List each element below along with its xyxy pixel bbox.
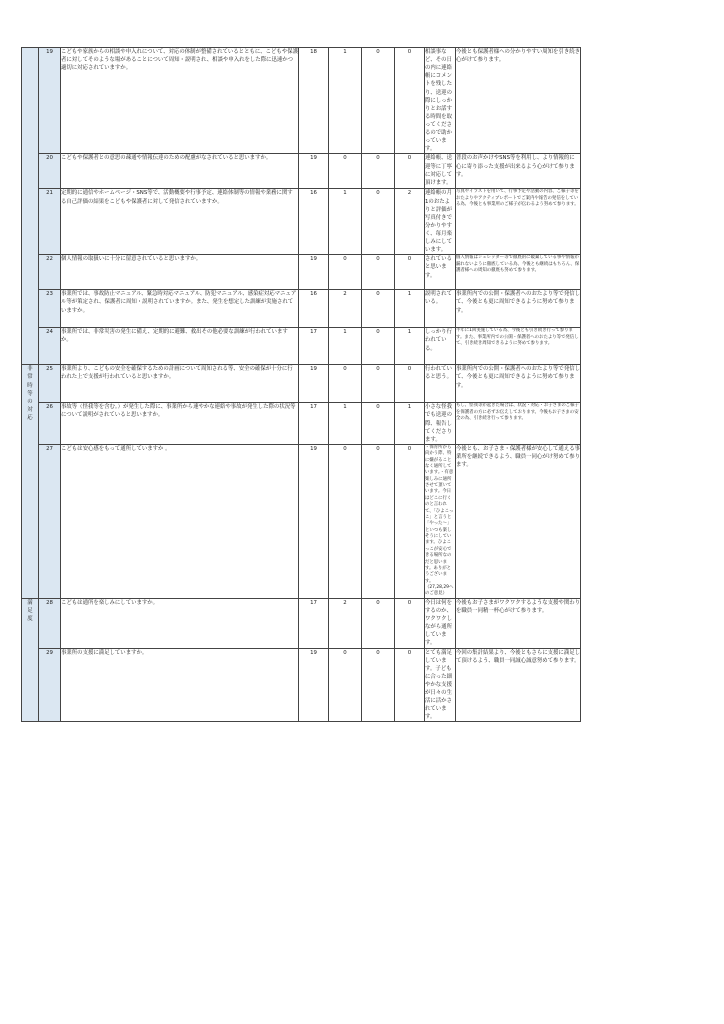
question-number: 29 [39, 648, 61, 722]
answer-count-a: 19 [299, 648, 329, 722]
evaluation-table [21, 47, 700, 722]
answer-count-c: 0 [362, 154, 395, 189]
facility-response: 写真やイラストを用いて、行事予定や活動の内容、ご様子等をおたよりやアクティブレポートでご案内や報告の発信をしている為、今後とも事業所のご様子が伝わるよう努めて参ります。 [456, 189, 581, 255]
table-row [22, 154, 700, 189]
facility-response: 今後とも、お子さま・保護者様が安心して通える事業所を継続できるよう、職員一同心がけ努めて参ります。 [456, 444, 581, 598]
answer-count-a: 19 [299, 444, 329, 598]
answer-count-b: 0 [329, 365, 362, 403]
question-number: 28 [39, 598, 61, 648]
answer-count-c: 0 [362, 48, 395, 154]
answer-count-a: 17 [299, 328, 329, 365]
answer-count-b: 0 [329, 154, 362, 189]
question-number: 20 [39, 154, 61, 189]
answer-count-c: 0 [362, 403, 395, 445]
answer-count-b: 0 [329, 255, 362, 290]
question-text: 定期的に通信やホームページ・SNS等で、活動概要や行事予定、連絡体制等の情報や業務に関する自己評価の結果をこどもや保護者に対して発信されていますか。 [61, 189, 299, 255]
answer-count-c: 0 [362, 328, 395, 365]
answer-count-d: 0 [395, 598, 425, 648]
answer-count-c: 0 [362, 255, 395, 290]
table-row [22, 403, 700, 445]
section-label: 非常時等の対応 [27, 366, 33, 421]
answer-count-a: 18 [299, 48, 329, 154]
question-number: 24 [39, 328, 61, 365]
answer-count-b: 1 [329, 328, 362, 365]
parent-comment: しっかり行われている。 [425, 328, 456, 365]
table-row [22, 444, 700, 598]
question-text: 事故等（怪我等を含む。）が発生した際に、事業所から速やかな連絡や事故が発生した際の状況等について説明がされていると思いますか。 [61, 403, 299, 445]
section-label-cell [22, 598, 39, 722]
question-text: こどもは安心感をもって通所していますか 。 [61, 444, 299, 598]
table-row [22, 255, 700, 290]
parent-comment: 相談事など、その日の内に連絡帳にコメントを残したり、送迎の際にしっかりとお話する時間を取ってくださるので助かっています。 [425, 48, 456, 154]
question-number: 27 [39, 444, 61, 598]
section-label-cell [22, 48, 39, 365]
answer-count-b: 1 [329, 48, 362, 154]
answer-count-b: 0 [329, 648, 362, 722]
table-row [22, 189, 700, 255]
answer-count-c: 0 [362, 189, 395, 255]
answer-count-b: 1 [329, 189, 362, 255]
table-row [22, 290, 700, 328]
facility-response: もし、怪我等が起きた場合は、状況・対応・お子さまのご様子を保護者の方に必ずお伝えしております。今後もお子さまの安全の為、引き続き行って参ります。 [456, 403, 581, 445]
question-text: こどもは通所を楽しみにしていますか。 [61, 598, 299, 648]
answer-count-c: 0 [362, 598, 395, 648]
answer-count-d: 1 [395, 290, 425, 328]
answer-count-c: 0 [362, 290, 395, 328]
answer-count-a: 19 [299, 255, 329, 290]
answer-count-a: 17 [299, 598, 329, 648]
table-row [22, 365, 700, 403]
question-text: 事業所では、事故防止マニュアル、緊急時対応マニュアル、防犯マニュアル、感染症対応マニュアル等が策定され、保護者に周知・説明されていますか。また、発生を想定した訓練が実施されていますか。 [61, 290, 299, 328]
answer-count-b: 2 [329, 598, 362, 648]
question-number: 19 [39, 48, 61, 154]
answer-count-d: 0 [395, 648, 425, 722]
question-number: 21 [39, 189, 61, 255]
parent-comment: 行われていると思う。 [425, 365, 456, 403]
facility-response: 今後とも保護者様への分かりやすい周知を引き続き心がけて参ります。 [456, 48, 581, 154]
parent-comment: ・保育所から向かう際、特に嫌がることなく通所しています。・有意楽しみに通所させて頂いています。今日はどこに行くのと言われて、「ひよこっこ」と言うと「やった～」といつも楽しそうにしています。ひよこっこが安心できる場所なのだと思います。ありがとうございます。（27,28,29へのご意見） [425, 444, 456, 598]
answer-count-d: 0 [395, 255, 425, 290]
answer-count-a: 19 [299, 154, 329, 189]
question-text: 個人情報の取扱いに十分に留意されていると思いますか。 [61, 255, 299, 290]
answer-count-a: 16 [299, 189, 329, 255]
answer-count-d: 0 [395, 48, 425, 154]
table-row [22, 648, 700, 722]
answer-count-b: 2 [329, 290, 362, 328]
answer-count-b: 0 [329, 444, 362, 598]
answer-count-a: 17 [299, 403, 329, 445]
parent-comment: 説明されている。 [425, 290, 456, 328]
parent-comment: 連絡帳の月1のおたよりと評価が写真付きで分かりやすく、毎月楽しみにしています。 [425, 189, 456, 255]
answer-count-d: 1 [395, 403, 425, 445]
answer-count-b: 1 [329, 403, 362, 445]
answer-count-a: 19 [299, 365, 329, 403]
answer-count-c: 0 [362, 444, 395, 598]
facility-response: 個人情報はシュレッダー等で徹底的に破棄している事や情報が漏れないように徹底している為、今後とも継続はもちろん、保護者様への周知の徹底も努めて参ります。 [456, 255, 581, 290]
table-body [22, 48, 700, 722]
answer-count-c: 0 [362, 365, 395, 403]
question-number: 23 [39, 290, 61, 328]
parent-comment: 小さな怪我でも送迎の際、報告してくださります。 [425, 403, 456, 445]
answer-count-d: 0 [395, 154, 425, 189]
parent-comment: 連絡帳、送迎等に丁寧に対応して頂けます。 [425, 154, 456, 189]
facility-response: 半年に1回実施している為、今後とも引き続き行って参ります。また、事業所内での公開・保護者へのおたより等で発信して、引き続き周知できるように努めて参ります。 [456, 328, 581, 365]
question-text: こどもや家族からの相談や申入れについて、対応の体制が整備されているとともに、こどもや保護者に対してそのような場があることについて周知・説明され、相談や申入れをした際に迅速かつ適切に対応されていますか。 [61, 48, 299, 154]
table-row [22, 598, 700, 648]
answer-count-d: 1 [395, 328, 425, 365]
question-text: 事業所より、こどもの安全を確保するための計画について周知される等、安全の確保が十分に行われた上で支援が行われていると思いますか。 [61, 365, 299, 403]
table-row [22, 48, 700, 154]
facility-response: 事業所内での公開・保護者へのおたより等で発信して、今後とも更に周知できるように努めて参ります。 [456, 290, 581, 328]
answer-count-d: 2 [395, 189, 425, 255]
question-text: 事業所の支援に満足していますか。 [61, 648, 299, 722]
facility-response: 今回の集計結果より、今後ともさらに支援に満足して頂けるよう、職員一同誠心誠意努めて参ります。 [456, 648, 581, 722]
answer-count-c: 0 [362, 648, 395, 722]
question-number: 22 [39, 255, 61, 290]
parent-comment: されていると思います。 [425, 255, 456, 290]
answer-count-a: 16 [299, 290, 329, 328]
question-text: 事業所では、非常災害の発生に備え、定期的に避難、救出その他必要な訓練が行われていますか。 [61, 328, 299, 365]
question-number: 26 [39, 403, 61, 445]
facility-response: 事業所内での公開・保護者へのおたより等で発信して、今後とも更に周知できるように努めて参ります。 [456, 365, 581, 403]
parent-comment: とても満足しています。子どもに合った細やかな支援が日々の生活に活かされています。 [425, 648, 456, 722]
question-number: 25 [39, 365, 61, 403]
answer-count-d: 0 [395, 444, 425, 598]
facility-response: 今後もお子さまがワクワクするような支援や関わりを職員一同精一杯心がけて参ります。 [456, 598, 581, 648]
question-text: こどもや保護者との意思の疎通や情報伝達のための配慮がなされていると思いますか。 [61, 154, 299, 189]
facility-response: 普段のお声かけやSNS等を利用し、より情報的に心に寄り添った支援が出来るよう心がけて参ります。 [456, 154, 581, 189]
table-row [22, 328, 700, 365]
section-label: 満足度 [27, 599, 33, 623]
answer-count-d: 0 [395, 365, 425, 403]
parent-comment: 今日は何をするのか、ワクワクしながら通所しています。 [425, 598, 456, 648]
section-label-cell [22, 365, 39, 599]
